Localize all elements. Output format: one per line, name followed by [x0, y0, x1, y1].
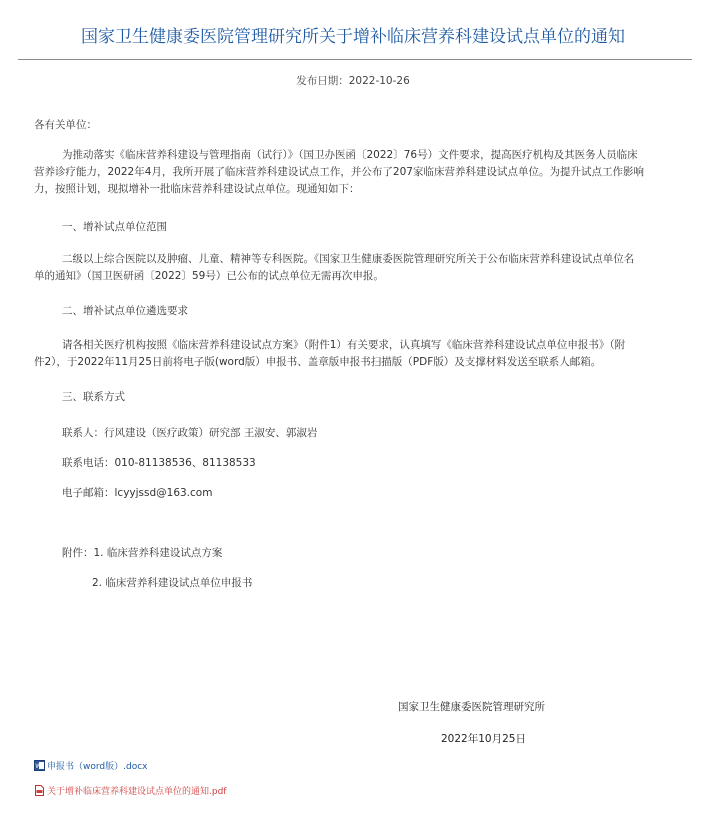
- download-pdf-link[interactable]: [34, 784, 226, 797]
- attachment-item-1: 附件：1. 临床营养科建设试点方案: [62, 547, 223, 559]
- download-word-label[interactable]: 申报书（word版）.docx: [47, 762, 148, 772]
- title-divider: [18, 59, 692, 60]
- contact-email: 电子邮箱：lcyyjssd@163.com: [62, 487, 213, 499]
- signature-organization: 国家卫生健康委医院管理研究所: [398, 701, 545, 713]
- intro-line: 营养诊疗能力，2022年4月，我所开展了临床营养科建设试点工作，并公布了207家临床营养科建设试点单位。为提升试点工作影响: [34, 166, 644, 178]
- section2-line: 请各相关医疗机构按照《临床营养科建设试点方案》（附件1）有关要求，认真填写《临床营养科建设试点单位申报书》（附: [62, 339, 626, 351]
- section1-line: 二级以上综合医院以及肿瘤、儿童、精神等专科医院。《国家卫生健康委医院管理研究所关于公布临床营养科建设试点单位名: [62, 253, 635, 265]
- publish-date: 发布日期：2022-10-26: [296, 75, 410, 87]
- contact-person: 联系人：行风建设（医疗政策）研究部 王淑安、郭淑岩: [62, 427, 318, 439]
- section1-paragraph: [34, 252, 680, 283]
- section1-line: 单的通知》（国卫医研函〔2022〕59号）已公布的试点单位无需再次申报。: [34, 270, 384, 282]
- section-heading: 一、增补试点单位范围: [62, 221, 167, 233]
- section-heading: 三、联系方式: [62, 391, 125, 403]
- pdf-file-icon: [34, 785, 45, 796]
- download-word-link[interactable]: [34, 759, 147, 772]
- download-pdf-label[interactable]: 关于增补临床营养科建设试点单位的通知.pdf: [47, 787, 227, 797]
- intro-line: 力，按照计划，现拟增补一批临床营养科建设试点单位。现通知如下：: [34, 183, 360, 195]
- section2-line: 件2），于2022年11月25日前将电子版(word版）申报书、盖章版申报书扫描版（PDF版）及支撑材料发送至联系人邮箱。: [34, 356, 602, 368]
- intro-paragraph: [34, 148, 680, 196]
- page-title: 国家卫生健康委医院管理研究所关于增补临床营养科建设试点单位的通知: [81, 27, 625, 47]
- svg-text:W: W: [35, 763, 42, 770]
- section2-paragraph: [34, 338, 680, 369]
- word-doc-icon: [34, 760, 45, 771]
- section-heading: 二、增补试点单位遴选要求: [62, 305, 188, 317]
- signature-date: 2022年10月25日: [441, 733, 526, 745]
- salutation: 各有关单位：: [34, 119, 97, 131]
- contact-phone: 联系电话：010-81138536、81138533: [62, 457, 256, 469]
- intro-line: 为推动落实《临床营养科建设与管理指南（试行）》（国卫办医函〔2022〕76号）文件要求，提高医疗机构及其医务人员临床: [62, 149, 638, 161]
- attachment-item-2: 2. 临床营养科建设试点单位申报书: [92, 577, 253, 589]
